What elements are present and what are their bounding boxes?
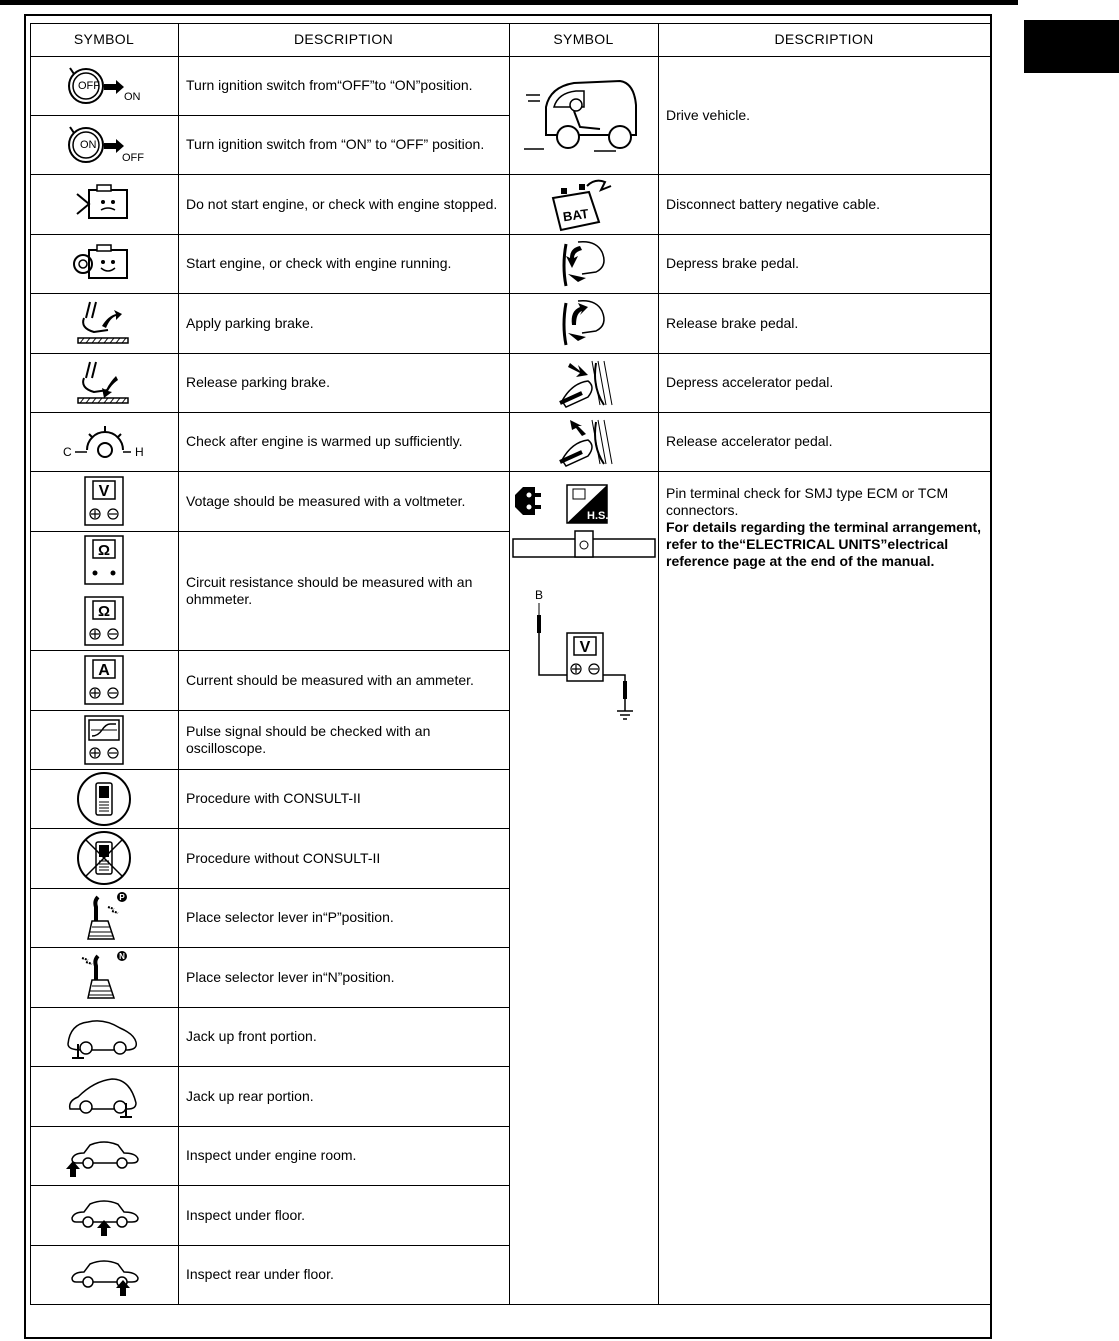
voltmeter-icon: [30, 471, 178, 531]
battery-icon: [509, 174, 658, 234]
description-text: Inspect under engine room.: [186, 1147, 357, 1163]
ohmmeter-icon: [30, 531, 178, 650]
description-text: Release accelerator pedal.: [666, 433, 833, 449]
description-text: Votage should be measured with a voltmeter.: [186, 492, 466, 509]
svg-text:A: A: [98, 662, 110, 679]
svg-text:ON: ON: [124, 90, 141, 103]
description-text: Do not start engine, or check with engine stopped.: [186, 195, 498, 212]
left-row-description: [178, 947, 509, 1007]
left-row-description: [178, 769, 509, 828]
pin-terminal-check-icon: [509, 471, 658, 1304]
temperature-gauge-icon: [30, 412, 178, 471]
description-text: Start engine, or check with engine running.: [186, 255, 452, 271]
left-row-description: [178, 531, 509, 650]
description-text: Release parking brake.: [186, 374, 330, 390]
left-row-description: [178, 1185, 509, 1245]
svg-text:V: V: [579, 639, 590, 656]
description-text: Inspect under floor.: [186, 1206, 306, 1223]
description-text: Jack up rear portion.: [186, 1087, 314, 1104]
svg-text:OFF: OFF: [122, 151, 144, 164]
oscilloscope-icon: [30, 710, 178, 769]
header-symbol-right: SYMBOL: [553, 31, 614, 47]
description-text: Depress accelerator pedal.: [666, 374, 834, 390]
jack-rear-icon: [30, 1066, 178, 1126]
top-rule: [0, 0, 1018, 5]
engine-running-icon: [30, 234, 178, 293]
selector-lever-p-icon: [30, 888, 178, 947]
ignition-off-to-on-icon: [30, 56, 178, 115]
description-text: Release brake pedal.: [666, 314, 799, 331]
grid-line: [990, 23, 991, 1304]
release-accelerator-icon: [509, 412, 658, 471]
left-row-description: [178, 56, 509, 115]
svg-text:P: P: [119, 892, 125, 902]
description-text: Place selector lever in“P”position.: [186, 909, 394, 925]
left-row-description: [178, 293, 509, 353]
svg-text:BAT: BAT: [561, 205, 590, 225]
left-row-description: [178, 1066, 509, 1126]
description-text: Apply parking brake.: [186, 314, 314, 331]
grid-line: [30, 1304, 990, 1305]
drive-vehicle-icon: [509, 56, 658, 174]
left-row-description: [178, 234, 509, 293]
description-note: For details regarding the terminal arrangement, refer to the“ELECTRICAL UNITS”electrical reference page at the end of the manual.: [666, 519, 982, 569]
svg-text:Ω: Ω: [97, 541, 111, 559]
left-row-description: [178, 412, 509, 471]
description-text: Circuit resistance should be measured with an ohmmeter.: [186, 573, 473, 607]
left-row-description: [178, 888, 509, 947]
svg-text:H: H: [135, 444, 144, 459]
apply-parking-brake-icon: [30, 293, 178, 353]
description-text: Depress brake pedal.: [666, 255, 800, 271]
ignition-on-to-off-icon: [30, 115, 178, 174]
description-text: Inspect rear under floor.: [186, 1266, 334, 1282]
description-text: Procedure without CONSULT-II: [186, 849, 381, 866]
left-row-description: [178, 1126, 509, 1185]
description-text: Pin terminal check for SMJ type ECM or TCM connectors.: [666, 485, 949, 518]
left-row-description: [178, 1245, 509, 1304]
release-parking-brake-icon: [30, 353, 178, 412]
selector-lever-n-icon: [30, 947, 178, 1007]
depress-accelerator-icon: [509, 353, 658, 412]
left-row-description: [178, 471, 509, 531]
description-text: Turn ignition switch from “ON” to “OFF” position.: [186, 136, 485, 152]
jack-front-icon: [30, 1007, 178, 1066]
header-description-left: DESCRIPTION: [294, 31, 393, 47]
description-text: Turn ignition switch from“OFF”to “ON”position.: [186, 77, 473, 93]
left-row-description: [178, 174, 509, 234]
left-row-description: [178, 828, 509, 888]
svg-text:N: N: [119, 952, 125, 961]
off-label: OFF: [78, 79, 100, 92]
ammeter-icon: [30, 650, 178, 710]
right-row-description: [658, 471, 990, 1304]
description-text: Drive vehicle.: [666, 106, 751, 123]
svg-text:H.S.: H.S.: [586, 510, 608, 522]
right-row-description: [658, 234, 990, 293]
left-row-description: [178, 353, 509, 412]
left-row-description: [178, 710, 509, 769]
release-brake-icon: [509, 293, 658, 353]
description-text: Jack up front portion.: [186, 1028, 317, 1044]
right-row-description: [658, 412, 990, 471]
left-row-description: [178, 1007, 509, 1066]
right-row-description: [658, 293, 990, 353]
svg-text:C: C: [63, 444, 72, 459]
right-row-description: [658, 174, 990, 234]
left-row-description: [178, 115, 509, 174]
description-text: Disconnect battery negative cable.: [666, 195, 881, 212]
no-consult-icon: [30, 828, 178, 888]
header-description-right: DESCRIPTION: [774, 31, 874, 47]
consult-icon: [30, 769, 178, 828]
svg-text:B: B: [534, 588, 543, 602]
engine-stopped-icon: [30, 174, 178, 234]
description-text: Current should be measured with an ammeter.: [186, 671, 474, 688]
svg-text:Ω: Ω: [97, 602, 111, 620]
left-row-description: [178, 650, 509, 710]
right-row-description: [658, 56, 990, 174]
section-tab: [1024, 20, 1119, 73]
right-row-description: [658, 353, 990, 412]
header-symbol-left: SYMBOL: [73, 31, 135, 47]
svg-text:V: V: [98, 483, 110, 500]
description-text: Procedure with CONSULT-II: [186, 790, 361, 806]
under-floor-icon: [30, 1185, 178, 1245]
depress-brake-icon: [509, 234, 658, 293]
description-text: Check after engine is warmed up sufficiently.: [186, 433, 463, 449]
rear-under-floor-icon: [30, 1245, 178, 1304]
description-text: Pulse signal should be checked with an oscilloscope.: [186, 722, 431, 756]
svg-text:ON: ON: [80, 138, 97, 151]
description-text: Place selector lever in“N”position.: [186, 968, 395, 985]
under-engine-room-icon: [30, 1126, 178, 1185]
